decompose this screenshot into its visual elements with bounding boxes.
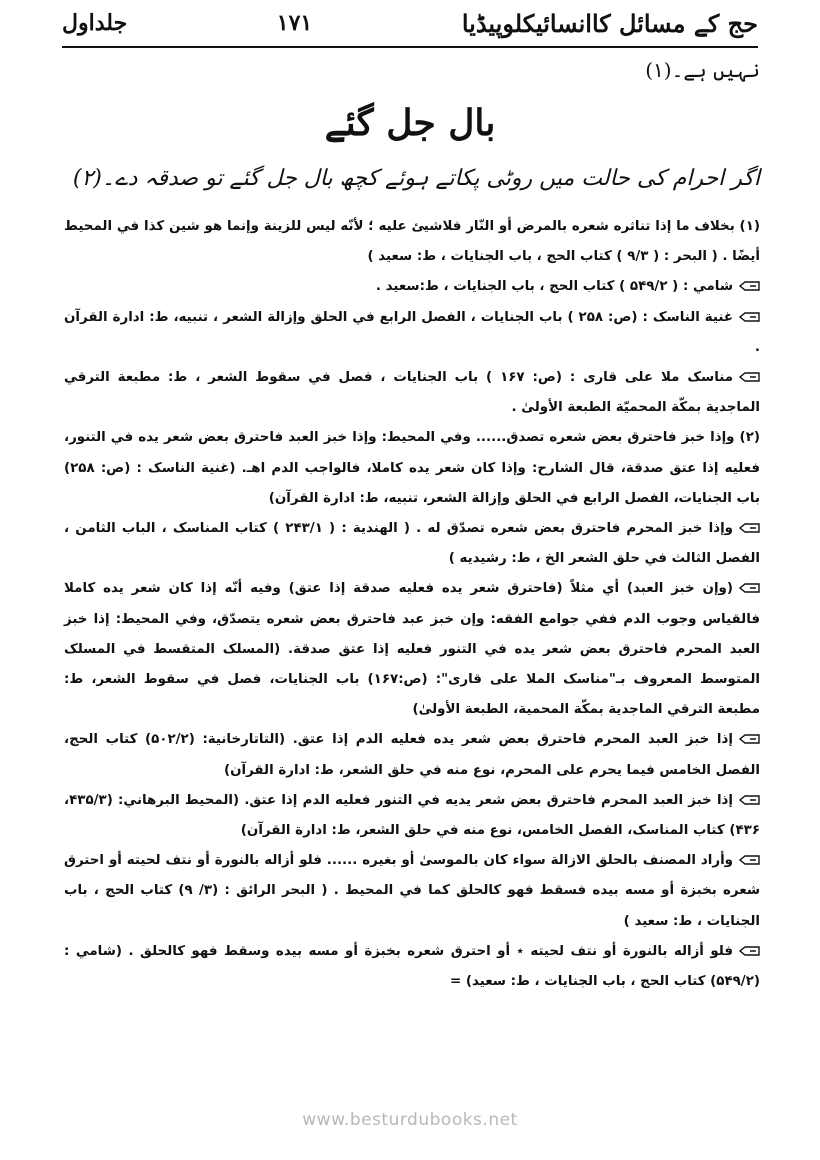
reference-entry: وأراد المصنف بالحلق الازالة سواء كان بالموسىٰ أو بغيره ...... فلو أزاله بالنورة أو نتف لحيته أو احترق شعره بخبزة أو مسه بيده فسقط فهو كالحلق كما في المحيط . ( البحر الرائق : (۳/ ۹) كتاب الحج ، باب الجنايات ، ط: سعيد ) <box>64 853 760 929</box>
pointing-hand-icon <box>738 311 760 323</box>
footnote-2: (۲) وإذا خبز فاحترق بعض شعره تصدق...... وفي المحيط: وإذا خبز العبد فاحترق بعض شعر يده في التنور، فعليه إذا عتق صدقة، قال الشارح: وإذا كان شعر يده كاملا، فالواجب الدم اهـ. (غنية الناسک : (ص: ۲۵۸) باب الجنايات، الفصل الرابع في الحلق وإزالة الشعر، تنبيه، ط: ادارة القرآن) <box>64 430 760 506</box>
reference-entry: (وإن خبز العبد) أي مثلاً (فاحترق شعر يده فعليه صدقة إذا عتق) وفيه أنّه إذا كان شعر يده كاملا فالقياس وجوب الدم ففي جوامع الفقه: وإن خبز عبد فاحترق بعض شعره يتصدّق، وفي المحيط: إذا خبز العبد المحرم فاحترق بعض شعر يده في التنور فعليه إذا عتق صدقة. (المسلک المتقسط في المسلک المتوسط المعروف بـ"مناسک الملا علی قاری": (ص:۱۶۷) باب الجنايات، فصل في سقوط الشعر، ط: مطبعة الترقي الماجدية بمكّة المحمية، الطبعة الأولىٰ) <box>64 581 760 718</box>
reference-entry: إذا خبز العبد المحرم فاحترق بعض شعر يديه في التنور فعليه الدم إذا عتق. (المحيط البرهاني: (۴۳۵/۳، ۴۳۶) كتاب المناسک، الفصل الخامس، نوع منه في حلق الشعر، ط: ادارة القرآن) <box>64 792 760 839</box>
reference-entry: مناسک ملا علی قاری : (ص: ۱۶۷ ) باب الجنايات ، فصل في سقوط الشعر ، ط: مطبعة الترقي الماجدية بمكّة المحميّة الطبعة الأولىٰ . <box>64 370 760 416</box>
pointing-hand-icon <box>738 582 760 594</box>
footnotes <box>64 212 760 997</box>
pointing-hand-icon <box>738 733 760 745</box>
page-number: ۱۷۱ <box>276 10 313 36</box>
section-subtitle: اگر احرام کی حالت میں روٹی پکاتے ہوئے کچھ بال جل گئے تو صدقہ دے۔(۲) <box>72 166 760 191</box>
reference-entry: فلو أزاله بالنورة أو نتف لحيته ٭ أو احترق شعره بخبزة أو مسه بيده وسقط فهو كالحلق . (شامي : (۵۴۹/۲) كتاب الحج ، باب الجنايات ، ط: سعيد) = <box>64 943 760 990</box>
pointing-hand-icon <box>738 945 760 957</box>
volume-label: جلداول <box>62 10 128 36</box>
reference-entry: وإذا خبز المحرم فاحترق بعض شعره تصدّق له . ( الهندية : ( ۲۴۳/۱ ) كتاب المناسک ، الباب الثامن ، الفصل الثالث في حلق الشعر الخ ، ط: رشيديه ) <box>64 521 760 567</box>
footnote-1: (۱) بخلاف ما إذا تناثره شعره بالمرض أو النّار فلاشيئ عليه ؛ لأنّه ليس للزينة وإنما هو شين كذا في المحيط أيضًا . ( البحر : ( ۹/۳ ) كتاب الحج ، باب الجنايات ، ط: سعيد ) <box>64 219 760 265</box>
pointing-hand-icon <box>738 794 760 806</box>
section-title: بال جل گئے <box>324 102 496 144</box>
pointing-hand-icon <box>738 522 760 534</box>
continuation-text: نہیں ہے۔(۱) <box>645 58 760 82</box>
book-title: حج کے مسائل کاانسائیکلوپیڈیا <box>461 8 758 38</box>
reference-entry: شامي : ( ۵۴۹/۲ ) كتاب الحج ، باب الجنايات ، ط:سعيد . <box>64 272 760 302</box>
reference-entry: إذا خبز العبد المحرم فاحترق بعض شعر يده فعليه الدم إذا عتق. (التاتارخانية: (۵۰۲/۲) كتاب الحج، الفصل الخامس فيما يحرم على المحرم، نوع منه في حلق الشعر، ط: ادارة القرآن) <box>64 732 760 778</box>
pointing-hand-icon <box>738 371 760 383</box>
pointing-hand-icon <box>738 280 760 292</box>
page-header <box>62 0 758 48</box>
pointing-hand-icon <box>738 854 760 866</box>
reference-entry: غنية الناسک : (ص: ۲۵۸ ) باب الجنايات ، الفصل الرابع في الحلق وإزالة الشعر ، تنبيه، ط: ادارة القرآن . <box>64 309 760 355</box>
watermark: www.besturdubooks.net <box>302 1110 518 1130</box>
